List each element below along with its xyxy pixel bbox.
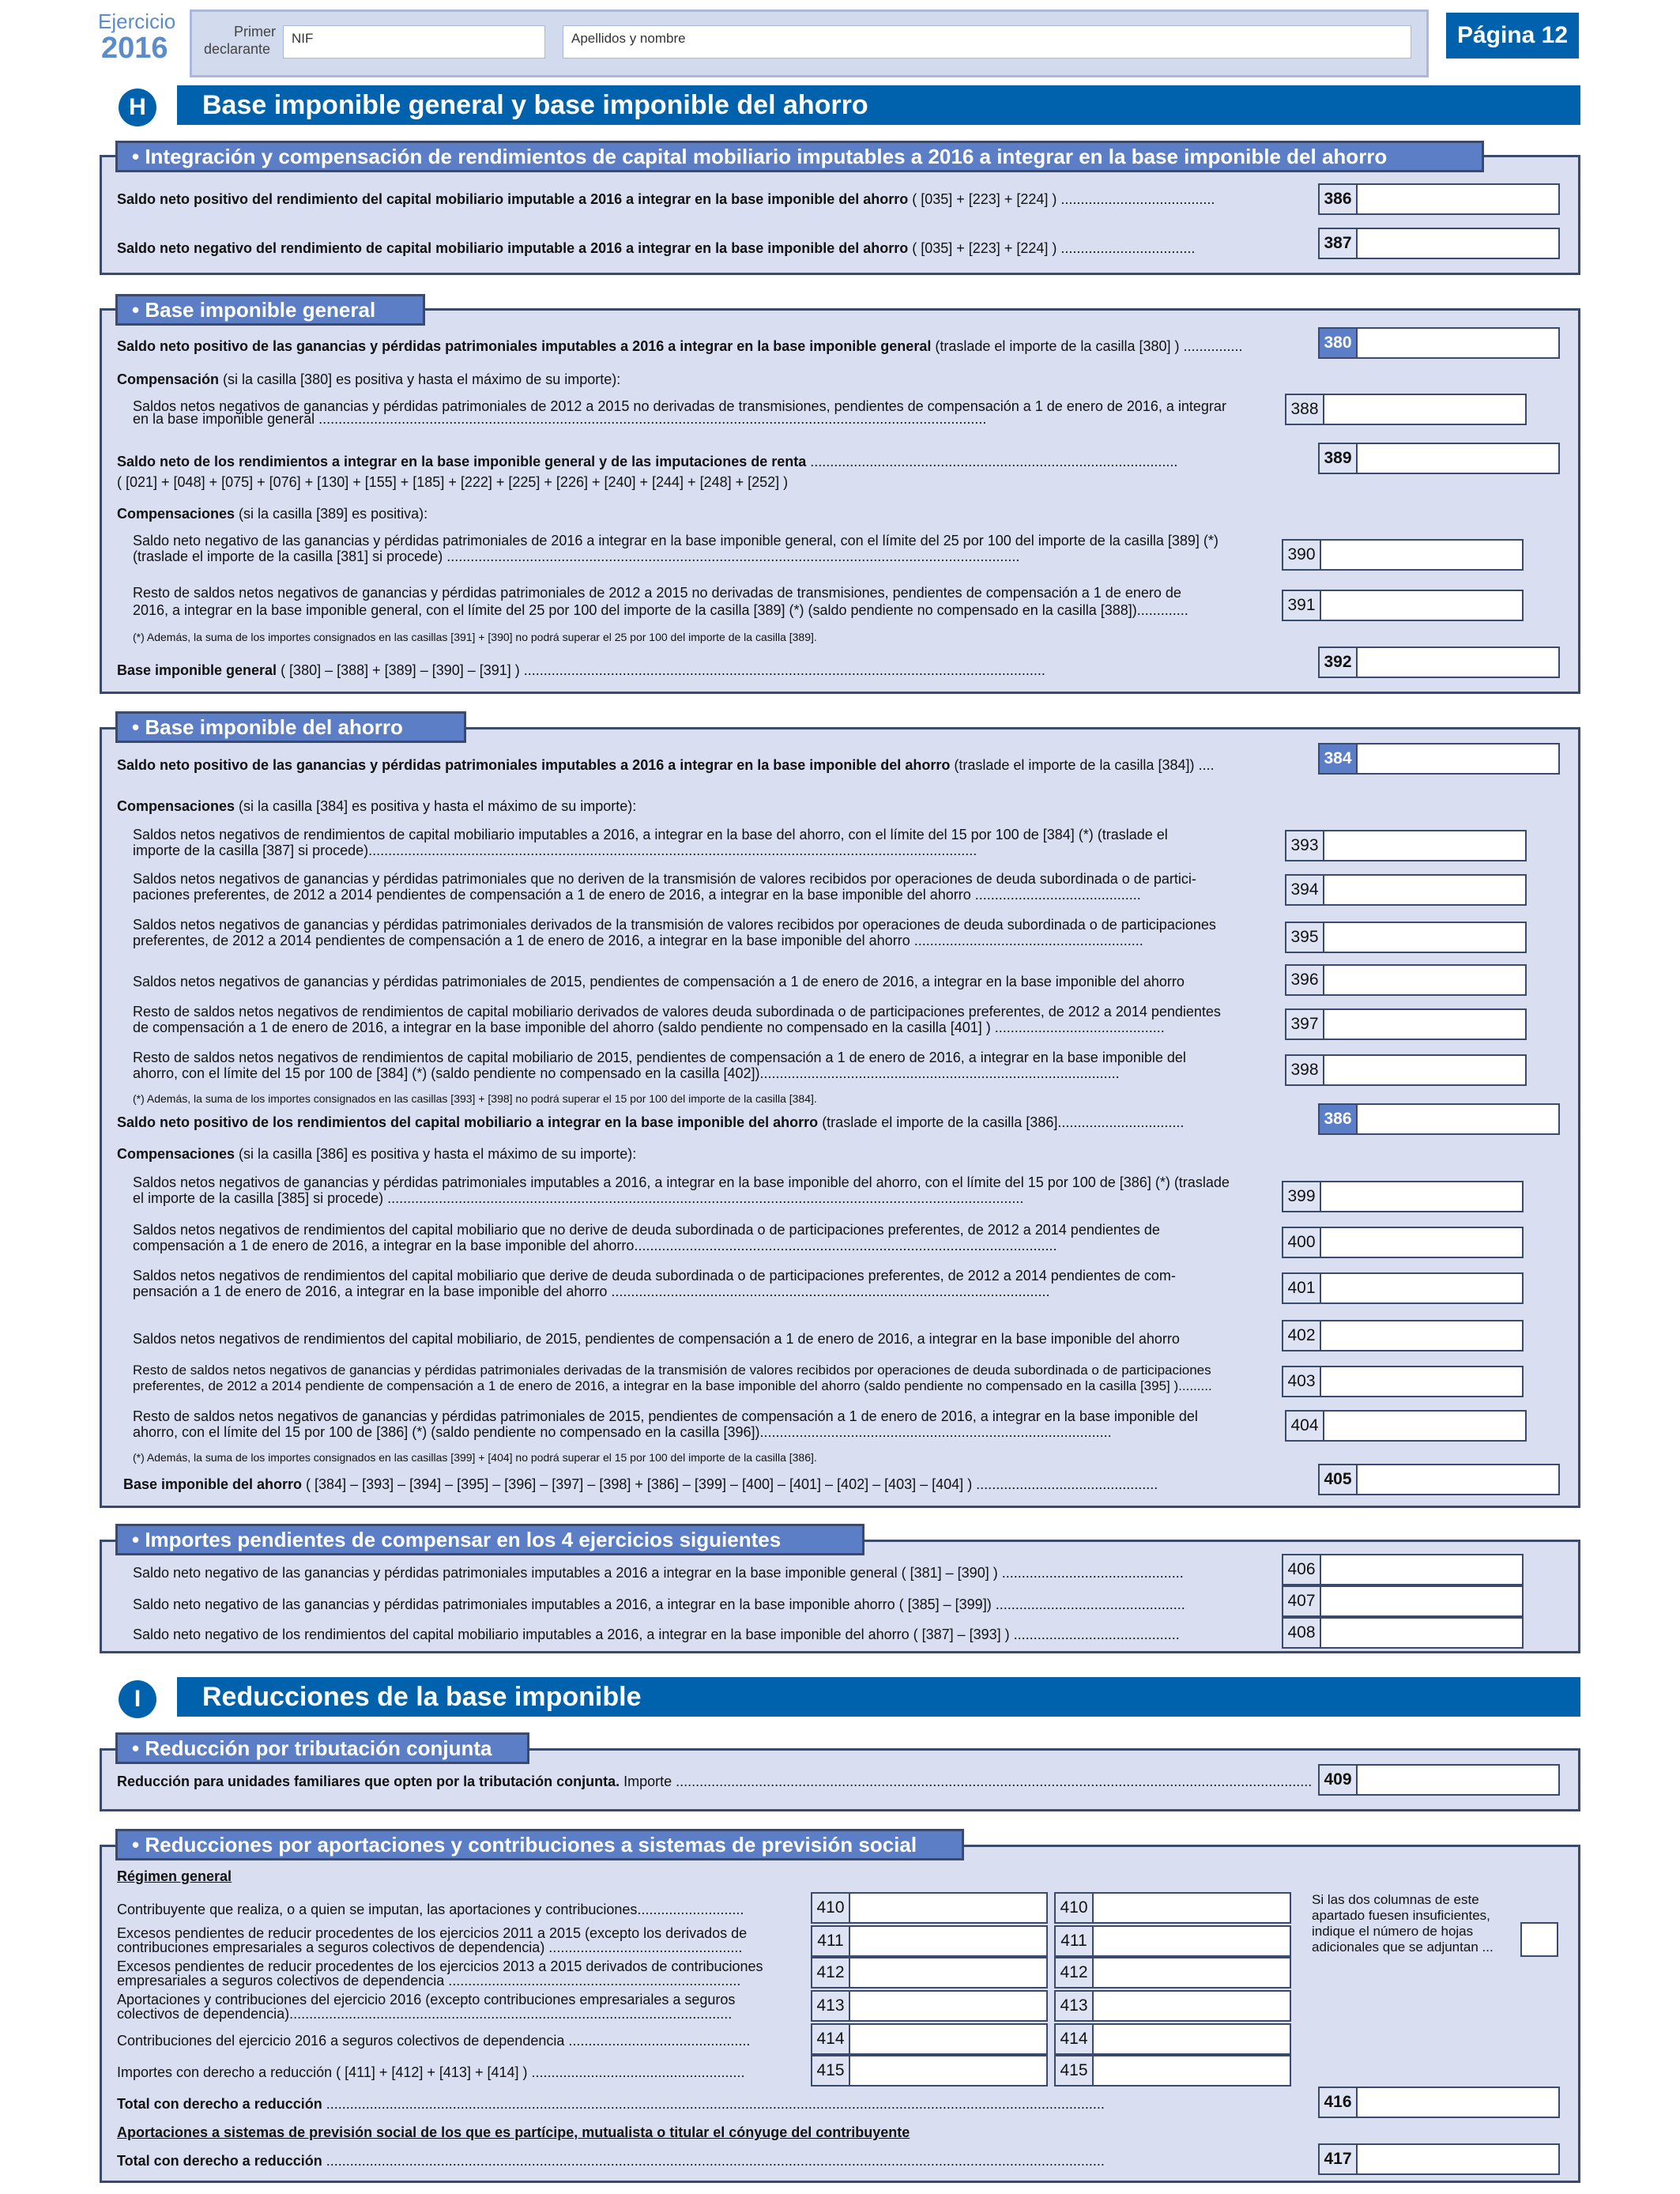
casilla-input[interactable] xyxy=(850,2056,1046,2085)
casilla-code: 387 xyxy=(1320,229,1358,258)
casilla-code: 416 xyxy=(1320,2088,1358,2117)
casilla-input[interactable] xyxy=(1358,329,1558,357)
casilla-code: 412 xyxy=(1056,1958,1094,1987)
row-394-line2: paciones preferentes, de 2012 a 2014 pendientes de compensación a 1 de enero de 2016, a integrar en la base imponible del ahorro .......................................... xyxy=(133,887,1141,903)
casilla-input[interactable] xyxy=(1324,1010,1525,1039)
casilla-input[interactable] xyxy=(1321,1367,1522,1396)
casilla-417[interactable] xyxy=(1318,2143,1560,2175)
casilla-386b[interactable] xyxy=(1318,1103,1560,1135)
row-390-line1: Saldo neto negativo de las ganancias y pérdidas patrimoniales de 2016 a integrar en la base imponible general, con el límite del 25 por 100 del importe de la casilla [389] (*) xyxy=(133,533,1219,548)
row-399-line1: Saldos netos negativos de ganancias y pérdidas patrimoniales imputables a 2016, a integrar en la base imponible del ahorro, con el límite del 15 por 100 de [386] (*) (traslade xyxy=(133,1174,1230,1190)
casilla-401[interactable] xyxy=(1282,1272,1524,1304)
casilla-code: 388 xyxy=(1286,395,1324,424)
box-base-ahorro-title: • Base imponible del ahorro xyxy=(115,711,466,743)
row-393-line1: Saldos netos negativos de rendimientos de capital mobiliario imputables a 2016, a integrar en la base del ahorro, con el límite del 15 por 100 de [384] (*) (traslade el xyxy=(133,827,1168,843)
row-412-line1: Excesos pendientes de reducir procedentes de los ejercicios 2013 a 2015 derivados de contribuciones xyxy=(117,1958,763,1974)
casilla-input[interactable] xyxy=(1321,1619,1522,1647)
casilla-code: 410 xyxy=(812,1894,850,1922)
casilla-415-col2[interactable] xyxy=(1054,2055,1291,2087)
casilla-411-col1[interactable] xyxy=(811,1925,1048,1957)
casilla-code: 396 xyxy=(1286,966,1324,994)
casilla-input[interactable] xyxy=(1358,2088,1558,2117)
box-pendientes-title: • Importes pendientes de compensar en los 4 ejercicios siguientes xyxy=(115,1524,864,1555)
casilla-input[interactable] xyxy=(1094,1992,1290,2020)
row-407-label: Saldo neto negativo de las ganancias y pérdidas patrimoniales imputables a 2016, a integrar en la base imponible ahorro ( [385] – [399]) ................................................ xyxy=(133,1596,1185,1612)
casilla-code: 411 xyxy=(812,1927,850,1955)
casilla-code: 410 xyxy=(1056,1894,1094,1922)
casilla-398[interactable] xyxy=(1285,1054,1527,1086)
casilla-391[interactable] xyxy=(1282,590,1524,621)
casilla-code: 386 xyxy=(1320,185,1358,213)
casilla-input[interactable] xyxy=(1094,1927,1290,1955)
row-394-line1: Saldos netos negativos de ganancias y pérdidas patrimoniales que no deriven de la transmisión de valores recibidos por operaciones de deuda subordinada o de partici- xyxy=(133,871,1196,887)
casilla-code: 398 xyxy=(1286,1056,1324,1084)
casilla-code: 380 xyxy=(1320,329,1358,357)
declarante-label: declarante xyxy=(204,41,271,57)
casilla-input[interactable] xyxy=(1094,2025,1290,2053)
row-389-formula: ( [021] + [048] + [075] + [076] + [130] + [155] + [185] + [222] + [225] + [226] + [240] + [244] + [248] + [252] ) xyxy=(117,474,789,490)
casilla-input[interactable] xyxy=(1324,1412,1525,1440)
row-390-line2: (traslade el importe de la casilla [381] si procede) ................................................................................................................................................. xyxy=(133,548,1020,564)
casilla-390[interactable] xyxy=(1282,539,1524,571)
casilla-input[interactable] xyxy=(1321,1274,1522,1302)
casilla-code: 407 xyxy=(1283,1587,1321,1615)
note-393-398: (*) Además, la suma de los importes consignados en las casillas [393] + [398] no podrá superar el 15 por 100 del importe de la casilla [384]. xyxy=(133,1092,817,1105)
casilla-code: 391 xyxy=(1283,591,1321,620)
casilla-388[interactable] xyxy=(1285,394,1527,425)
casilla-input[interactable] xyxy=(1094,1958,1290,1987)
compensaciones-384-label: Compensaciones (si la casilla [384] es positiva y hasta el máximo de su importe): xyxy=(117,798,637,814)
casilla-input[interactable] xyxy=(1324,923,1525,952)
row-386b-label: Saldo neto positivo de los rendimientos del capital mobiliario a integrar en la base imponible del ahorro (traslade el importe de la casilla [386]................................ xyxy=(117,1114,1185,1130)
nombre-field[interactable] xyxy=(563,25,1411,58)
casilla-input[interactable] xyxy=(1358,444,1558,473)
row-405-label: Base imponible del ahorro ( [384] – [393] – [394] – [395] – [396] – [397] – [398] + [386] – [399] – [400] – [401] – [402] – [403] – [404] ) .............................................. xyxy=(123,1476,1158,1492)
note-391-390: (*) Además, la suma de los importes consignados en las casillas [391] + [390] no podrá superar el 25 por 100 del importe de la casilla [389]. xyxy=(133,631,817,643)
casilla-code: 408 xyxy=(1283,1619,1321,1647)
row-397-line2: de compensación a 1 de enero de 2016, a integrar en la base imponible del ahorro (saldo pendiente no compensado en la casilla [401] ) ........................................... xyxy=(133,1020,1165,1035)
compensacion-general-label: Compensación (si la casilla [380] es positiva y hasta el máximo de su importe): xyxy=(117,371,621,387)
row-398-line1: Resto de saldos netos negativos de rendimientos de capital mobiliario de 2015, pendientes de compensación a 1 de enero de 2016, a integrar en la base imponible del xyxy=(133,1050,1186,1065)
casilla-399[interactable] xyxy=(1282,1181,1524,1212)
casilla-code: 403 xyxy=(1283,1367,1321,1396)
casilla-code: 404 xyxy=(1286,1412,1324,1440)
row-411-line1: Excesos pendientes de reducir procedentes de los ejercicios 2011 a 2015 (excepto los derivados de xyxy=(117,1925,748,1941)
year-label: 2016 xyxy=(101,32,168,65)
hojas-adicionales-input[interactable] xyxy=(1520,1922,1558,1957)
casilla-input[interactable] xyxy=(1324,966,1525,994)
casilla-407[interactable] xyxy=(1282,1585,1524,1617)
row-414-line1: Contribuciones del ejercicio 2016 a seguros colectivos de dependencia .............................................. xyxy=(117,2033,751,2049)
casilla-code: 409 xyxy=(1320,1766,1358,1794)
casilla-code: 417 xyxy=(1320,2145,1358,2173)
row-400-line2: compensación a 1 de enero de 2016, a integrar en la base imponible del ahorro........................................................................................................... xyxy=(133,1238,1057,1253)
row-408-label: Saldo neto negativo de los rendimientos del capital mobiliario imputables a 2016, a integrar en la base imponible del ahorro ( [387] – [393] ) .......................................... xyxy=(133,1627,1180,1642)
casilla-397[interactable] xyxy=(1285,1008,1527,1040)
casilla-code: 389 xyxy=(1320,444,1358,473)
casilla-409[interactable] xyxy=(1318,1764,1560,1796)
row-395-line2: preferentes, de 2012 a 2014 pendientes de compensación a 1 de enero de 2016, a integrar en la base imponible del ahorro .......................................................... xyxy=(133,933,1143,948)
row-416-label: Total con derecho a reducción ..................................................................................................................................................................................................... xyxy=(117,2096,1105,2112)
row-397-line1: Resto de saldos netos negativos de rendimientos de capital mobiliario derivados de valores deuda subordinada o de participaciones preferentes, de 2012 a 2014 pendientes xyxy=(133,1004,1221,1020)
box-integracion-title: • Integración y compensación de rendimientos de capital mobiliario imputables a 2016 a integrar en la base imponible del ahorro xyxy=(115,141,1484,172)
casilla-input[interactable] xyxy=(1324,1056,1525,1084)
casilla-code: 384 xyxy=(1320,745,1358,773)
casilla-410-col1[interactable] xyxy=(811,1892,1048,1924)
row-406-label: Saldo neto negativo de las ganancias y pérdidas patrimoniales imputables a 2016 a integrar en la base imponible general ( [381] – [390] ) .............................................. xyxy=(133,1565,1184,1581)
row-396-line1: Saldos netos negativos de ganancias y pérdidas patrimoniales de 2015, pendientes de compensación a 1 de enero de 2016, a integrar en la base imponible del ahorro xyxy=(133,974,1185,990)
regimen-general-label: Régimen general xyxy=(117,1868,232,1884)
compensaciones-386-label: Compensaciones (si la casilla [386] es positiva y hasta el máximo de su importe): xyxy=(117,1146,637,1162)
casilla-412-col1[interactable] xyxy=(811,1957,1048,1989)
casilla-code: 412 xyxy=(812,1958,850,1987)
row-410-line1: Contribuyente que realiza, o a quien se imputan, las aportaciones y contribuciones........................... xyxy=(117,1902,744,1917)
row-388-line2: en la base imponible general ......................................................................................................................................................................... xyxy=(133,411,987,427)
casilla-code: 400 xyxy=(1283,1228,1321,1257)
casilla-386a[interactable] xyxy=(1318,183,1560,215)
row-401-line2: pensación a 1 de enero de 2016, a integrar en la base imponible del ahorro ............................................................................................................... xyxy=(133,1284,1050,1299)
casilla-408[interactable] xyxy=(1282,1617,1524,1649)
row-404-line2: ahorro, con el límite del 15 por 100 de [386] (*) (saldo pendiente no compensado en la casilla [396])......................................................................................... xyxy=(133,1424,1112,1440)
casilla-input[interactable] xyxy=(1324,831,1525,860)
casilla-400[interactable] xyxy=(1282,1227,1524,1258)
row-404-line1: Resto de saldos netos negativos de ganancias y pérdidas patrimoniales de 2015, pendientes de compensación a 1 de enero de 2016, a integrar en la base imponible del xyxy=(133,1408,1198,1424)
box-prevision-social-title: • Reducciones por aportaciones y contribuciones a sistemas de previsión social xyxy=(115,1829,964,1860)
row-400-line1: Saldos netos negativos de rendimientos del capital mobiliario que no derive de deuda subordinada o de participaciones preferentes, de 2012 a 2014 pendientes de xyxy=(133,1222,1160,1238)
casilla-code: 415 xyxy=(1056,2056,1094,2085)
section-h-letter: H xyxy=(119,89,156,126)
casilla-input[interactable] xyxy=(1358,1105,1558,1133)
casilla-411-col2[interactable] xyxy=(1054,1925,1291,1957)
casilla-input[interactable] xyxy=(1321,1228,1522,1257)
casilla-input[interactable] xyxy=(1358,229,1558,258)
casilla-code: 405 xyxy=(1320,1465,1358,1494)
casilla-input[interactable] xyxy=(1358,185,1558,213)
casilla-416[interactable] xyxy=(1318,2087,1560,2118)
casilla-code: 390 xyxy=(1283,541,1321,569)
casilla-393[interactable] xyxy=(1285,830,1527,861)
casilla-input[interactable] xyxy=(850,1992,1046,2020)
compensaciones-389-label: Compensaciones (si la casilla [389] es positiva): xyxy=(117,506,428,522)
casilla-input[interactable] xyxy=(1321,1321,1522,1350)
casilla-input[interactable] xyxy=(1321,1182,1522,1211)
row-387-label: Saldo neto negativo del rendimiento de capital mobiliario imputable a 2016 a integrar en la base imponible del ahorro ( [035] + [223] + [224] ) .................................. xyxy=(117,240,1196,256)
row-380-label: Saldo neto positivo de las ganancias y pérdidas patrimoniales imputables a 2016 a integrar en la base imponible general (traslade el importe de la casilla [380] ) ............... xyxy=(117,338,1243,354)
casilla-input[interactable] xyxy=(1094,2056,1290,2085)
side-note-line2: apartado fuesen insuficientes, xyxy=(1312,1908,1490,1923)
section-i-letter: I xyxy=(119,1680,156,1718)
casilla-406[interactable] xyxy=(1282,1554,1524,1585)
casilla-414-col1[interactable] xyxy=(811,2023,1048,2055)
casilla-410-col2[interactable] xyxy=(1054,1892,1291,1924)
row-403-line2: preferentes, de 2012 a 2014 pendiente de compensación a 1 de enero de 2016, a integrar en la base imponible del ahorro (saldo pendiente no compensado en la casilla [395] )......... xyxy=(133,1378,1212,1393)
casilla-414-col2[interactable] xyxy=(1054,2023,1291,2055)
casilla-396[interactable] xyxy=(1285,964,1527,996)
casilla-input[interactable] xyxy=(1358,745,1558,773)
casilla-380[interactable] xyxy=(1318,327,1560,359)
casilla-code: 414 xyxy=(1056,2025,1094,2053)
casilla-code: 399 xyxy=(1283,1182,1321,1211)
row-398-line2: ahorro, con el límite del 15 por 100 de [384] (*) (saldo pendiente no compensado en la casilla [402])........................................................................................... xyxy=(133,1065,1120,1081)
row-392-label: Base imponible general ( [380] – [388] + [389] – [390] – [391] ) .................................................................................................................................... xyxy=(117,662,1045,678)
aportaciones-conyuge-label: Aportaciones a sistemas de previsión social de los que es partícipe, mutualista o titular el cónyuge del contribuyente xyxy=(117,2124,910,2140)
box-base-general-title: • Base imponible general xyxy=(115,294,425,326)
casilla-code: 413 xyxy=(1056,1992,1094,2020)
section-i-title: Reducciones de la base imponible xyxy=(177,1677,1580,1717)
row-417-label: Total con derecho a reducción ..................................................................................................................................................................................................... xyxy=(117,2153,1105,2169)
casilla-input[interactable] xyxy=(850,1927,1046,1955)
row-415-line1: Importes con derecho a reducción ( [411] + [412] + [413] + [414] ) ...................................................... xyxy=(117,2064,745,2080)
page-number: Página 12 xyxy=(1446,13,1579,58)
primer-label: Primer xyxy=(234,24,276,40)
casilla-code: 393 xyxy=(1286,831,1324,860)
casilla-code: 406 xyxy=(1283,1555,1321,1584)
casilla-code: 394 xyxy=(1286,876,1324,904)
row-402-line1: Saldos netos negativos de rendimientos del capital mobiliario, de 2015, pendientes de compensación a 1 de enero de 2016, a integrar en la base imponible del ahorro xyxy=(133,1331,1180,1347)
side-note-line4: adicionales que se adjuntan ... xyxy=(1312,1940,1494,1955)
casilla-404[interactable] xyxy=(1285,1410,1527,1442)
row-413-line1: Aportaciones y contribuciones del ejercicio 2016 (excepto contribuciones empresariales a seguros xyxy=(117,1992,736,2007)
row-401-line1: Saldos netos negativos de rendimientos del capital mobiliario que derive de deuda subordinada o de participaciones preferentes, de 2012 a 2014 pendientes de com- xyxy=(133,1268,1176,1284)
row-391-line2: 2016, a integrar en la base imponible general, con el límite del 25 por 100 del importe de la casilla [389] (*) (saldo pendiente no compensado en la casilla [388])............. xyxy=(133,602,1188,618)
casilla-input[interactable] xyxy=(1321,1555,1522,1584)
casilla-413-col1[interactable] xyxy=(811,1990,1048,2022)
nif-field[interactable] xyxy=(283,25,545,58)
casilla-405[interactable] xyxy=(1318,1464,1560,1495)
note-399-404: (*) Además, la suma de los importes consignados en las casillas [399] + [404] no podrá superar el 15 por 100 del importe de la casilla [386]. xyxy=(133,1451,817,1464)
side-note-line1: Si las dos columnas de este xyxy=(1312,1892,1479,1907)
row-393-line2: importe de la casilla [387] si procede).......................................................................................................................................................... xyxy=(133,843,977,858)
casilla-input[interactable] xyxy=(850,1958,1046,1987)
casilla-394[interactable] xyxy=(1285,874,1527,906)
casilla-code: 395 xyxy=(1286,923,1324,952)
casilla-403[interactable] xyxy=(1282,1366,1524,1397)
casilla-code: 392 xyxy=(1320,648,1358,677)
row-403-line1: Resto de saldos netos negativos de ganancias y pérdidas patrimoniales derivadas de la transmisión de valores recibidos por operaciones de deuda subordinada o de participaciones xyxy=(133,1363,1211,1378)
row-388-line1: Saldos netos negativos de ganancias y pérdidas patrimoniales de 2012 a 2015 no derivadas de transmisiones, pendientes de compensación a 1 de enero de 2016, a integrar xyxy=(133,398,1226,414)
row-412-line2: empresariales a seguros colectivos de dependencia .......................................................................... xyxy=(117,1973,741,1989)
casilla-code: 411 xyxy=(1056,1927,1094,1955)
casilla-415-col1[interactable] xyxy=(811,2055,1048,2087)
casilla-input[interactable] xyxy=(1358,1766,1558,1794)
casilla-392[interactable] xyxy=(1318,647,1560,678)
casilla-389[interactable] xyxy=(1318,443,1560,474)
row-395-line1: Saldos netos negativos de ganancias y pérdidas patrimoniales derivados de la transmisión de valores recibidos por operaciones de deuda subordinada o de participaciones xyxy=(133,917,1216,933)
nombre-label: Apellidos y nombre xyxy=(571,31,686,46)
box-tributacion-conjunta-title: • Reducción por tributación conjunta xyxy=(115,1732,529,1764)
casilla-input[interactable] xyxy=(1321,591,1522,620)
row-411-line2: contribuciones empresariales a seguros colectivos de dependencia) ................................................. xyxy=(117,1940,743,1955)
row-391-line1: Resto de saldos netos negativos de ganancias y pérdidas patrimoniales de 2012 a 2015 no derivadas de transmisiones, pendientes de compensación a 1 de enero de xyxy=(133,585,1181,601)
casilla-input[interactable] xyxy=(1321,541,1522,569)
casilla-input[interactable] xyxy=(1321,1587,1522,1615)
casilla-code: 415 xyxy=(812,2056,850,2085)
casilla-input[interactable] xyxy=(1358,1465,1558,1494)
casilla-input[interactable] xyxy=(1358,648,1558,677)
casilla-code: 397 xyxy=(1286,1010,1324,1039)
row-386a-label: Saldo neto positivo del rendimiento del capital mobiliario imputable a 2016 a integrar en la base imponible del ahorro ( [035] + [223] + [224] ) ....................................... xyxy=(117,191,1215,207)
row-389-label: Saldo neto de los rendimientos a integrar en la base imponible general y de las imputaciones de renta ............................................................................................. xyxy=(117,454,1178,469)
casilla-387[interactable] xyxy=(1318,228,1560,259)
casilla-code: 386 xyxy=(1320,1105,1358,1133)
casilla-413-col2[interactable] xyxy=(1054,1990,1291,2022)
casilla-input[interactable] xyxy=(850,1894,1046,1922)
row-399-line2: el importe de la casilla [385] si procede) ................................................................................................................................................................. xyxy=(133,1190,1024,1206)
row-409-label: Reducción para unidades familiares que opten por la tributación conjunta. Importe ................................................................................................................................................................. xyxy=(117,1774,1313,1789)
casilla-code: 414 xyxy=(812,2025,850,2053)
casilla-input[interactable] xyxy=(1324,876,1525,904)
nif-label: NIF xyxy=(292,31,314,46)
row-384-label: Saldo neto positivo de las ganancias y pérdidas patrimoniales imputables a 2016 a integrar en la base imponible del ahorro (traslade el importe de la casilla [384]) .... xyxy=(117,757,1215,773)
casilla-384[interactable] xyxy=(1318,743,1560,775)
casilla-code: 402 xyxy=(1283,1321,1321,1350)
casilla-code: 413 xyxy=(812,1992,850,2020)
casilla-code: 401 xyxy=(1283,1274,1321,1302)
ejercicio-label: Ejercicio xyxy=(98,9,176,33)
section-h-title: Base imponible general y base imponible del ahorro xyxy=(177,85,1580,125)
side-note-line3: indique el número de hojas xyxy=(1312,1924,1474,1939)
casilla-input[interactable] xyxy=(1094,1894,1290,1922)
row-413-line2: colectivos de dependencia)................................................................................................................ xyxy=(117,2006,733,2022)
casilla-412-col2[interactable] xyxy=(1054,1957,1291,1989)
casilla-input[interactable] xyxy=(1358,2145,1558,2173)
casilla-395[interactable] xyxy=(1285,922,1527,953)
casilla-402[interactable] xyxy=(1282,1320,1524,1351)
casilla-input[interactable] xyxy=(1324,395,1525,424)
casilla-input[interactable] xyxy=(850,2025,1046,2053)
